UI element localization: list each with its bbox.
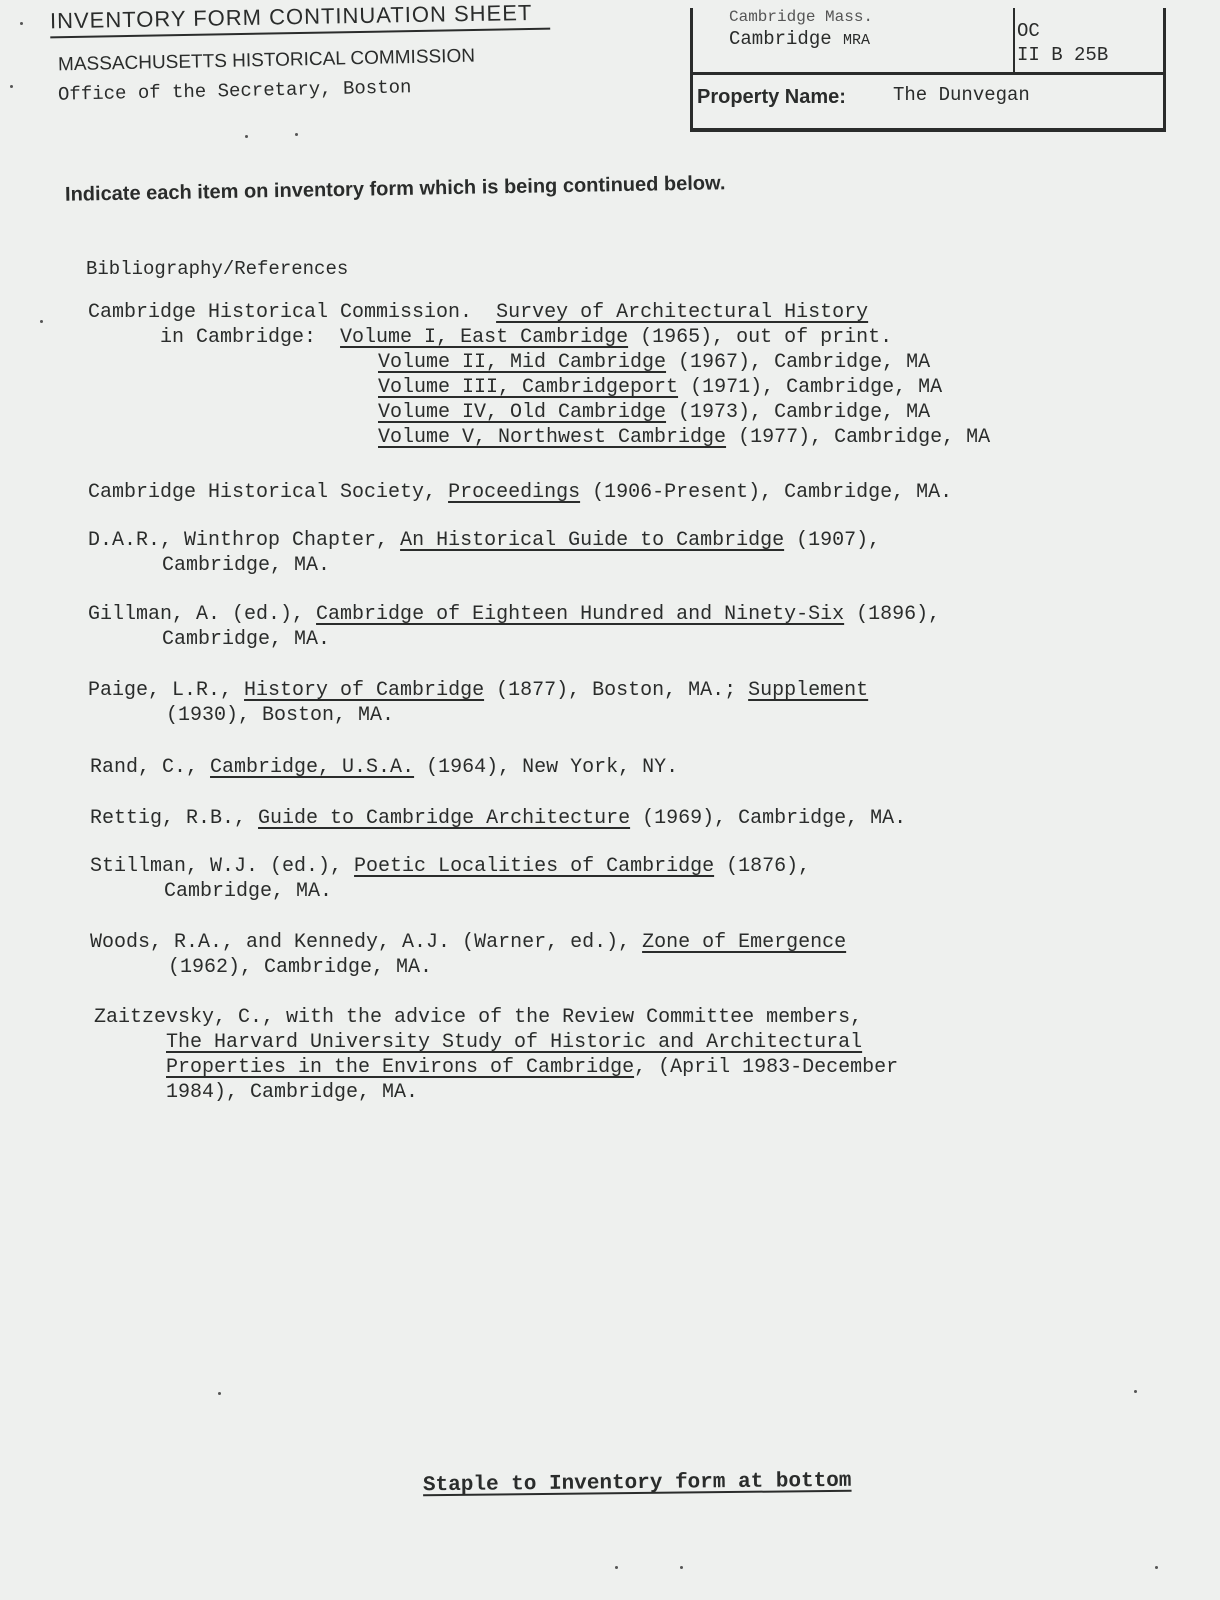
reference-title: Proceedings [448, 481, 581, 504]
town-name [729, 28, 870, 50]
reference-title: Zone of Emergence [642, 931, 847, 954]
scan-speck [20, 22, 23, 25]
scan-speck [218, 1392, 221, 1395]
chc-volume-detail: (1977), Cambridge, MA [726, 426, 991, 449]
scan-speck [40, 320, 43, 323]
box-divider-horizontal [693, 72, 1163, 75]
inventory-code-number: II B 25B [1017, 44, 1109, 66]
reference-detail-cont: (1962), Cambridge, MA. [168, 956, 433, 979]
office-name: Office of the Secretary, Boston [57, 76, 412, 106]
reference-title: Cambridge of Eighteen Hundred and Ninety-Six [316, 603, 845, 626]
reference-chc [88, 300, 990, 450]
reference-detail-cont: 1984), Cambridge, MA. [166, 1081, 419, 1104]
header-box [690, 8, 1166, 132]
chc-volume-detail: (1973), Cambridge, MA [666, 401, 931, 424]
reference-author: D.A.R., Winthrop Chapter, [88, 529, 401, 552]
chc-series-title: Survey of Architectural History [496, 301, 869, 324]
reference-detail-cont: (1930), Boston, MA. [166, 704, 395, 727]
reference-detail: (1906-Present), Cambridge, MA. [580, 481, 953, 504]
reference-detail: (1877), Boston, MA.; [484, 679, 749, 702]
scan-speck [615, 1566, 618, 1569]
commission-name: MASSACHUSETTS HISTORICAL COMMISSION [57, 45, 476, 76]
reference-title: History of Cambridge [244, 679, 485, 702]
chc-volume-detail: (1965), out of print. [628, 326, 893, 349]
reference-rand [90, 755, 678, 780]
box-divider-vertical [1013, 8, 1015, 72]
reference-detail: (1907), [784, 529, 881, 552]
reference-title: Cambridge, U.S.A. [210, 756, 415, 779]
scan-speck [680, 1566, 683, 1569]
reference-zaitzevsky [94, 1005, 898, 1105]
reference-author: Rettig, R.B., [90, 807, 259, 830]
reference-author: Stillman, W.J. (ed.), [90, 855, 355, 878]
instruction-text: Indicate each item on inventory form which is being continued below. [64, 172, 726, 206]
reference-chs [88, 480, 952, 505]
reference-gillman [88, 602, 940, 652]
reference-detail-cont: Cambridge, MA. [162, 554, 331, 577]
reference-author: Paige, L.R., [88, 679, 245, 702]
chc-volume-title: Volume V, Northwest Cambridge [378, 426, 727, 449]
reference-detail: , (April 1983-December [634, 1056, 899, 1079]
reference-dar [88, 528, 880, 578]
chc-volume-title: Volume IV, Old Cambridge [378, 401, 667, 424]
chc-volume-title: Volume I, East Cambridge [340, 326, 629, 349]
scan-speck [10, 85, 13, 88]
chc-author: Cambridge Historical Commission. [88, 301, 473, 324]
reference-rettig [90, 806, 906, 831]
section-heading: Bibliography/References [86, 258, 349, 280]
reference-author: Rand, C., [90, 756, 211, 779]
reference-stillman [90, 854, 810, 904]
property-name-value: The Dunvegan [893, 84, 1030, 106]
reference-title-cont: Properties in the Environs of Cambridge [166, 1056, 635, 1079]
reference-author: Woods, R.A., and Kennedy, A.J. (Warner, ed.), [90, 931, 643, 954]
reference-detail: (1969), Cambridge, MA. [630, 807, 907, 830]
reference-author: Zaitzevsky, C., with the advice of the Review Committee members, [94, 1006, 863, 1029]
chc-volume-detail: (1971), Cambridge, MA [678, 376, 943, 399]
reference-author: Cambridge Historical Society, [88, 481, 449, 504]
scan-speck [295, 133, 298, 136]
inventory-code-area: OC [1017, 20, 1040, 42]
reference-detail: (1896), [844, 603, 941, 626]
reference-detail-cont: Cambridge, MA. [164, 880, 333, 903]
chc-volume-detail: (1967), Cambridge, MA [666, 351, 931, 374]
reference-woods [90, 930, 846, 980]
chc-series-title-cont: in Cambridge: [160, 326, 317, 349]
area-label: MRA [843, 32, 871, 49]
town-handwritten: Cambridge Mass. [729, 8, 874, 26]
scan-speck [1155, 1566, 1158, 1569]
staple-instruction: Staple to Inventory form at bottom [422, 1469, 852, 1498]
chc-volume-title: Volume III, Cambridgeport [378, 376, 679, 399]
reference-title: An Historical Guide to Cambridge [400, 529, 785, 552]
form-title: INVENTORY FORM CONTINUATION SHEET [50, 0, 550, 38]
town-label: Cambridge [729, 28, 832, 50]
reference-detail-cont: Cambridge, MA. [162, 628, 331, 651]
property-name-label: Property Name: [697, 86, 846, 108]
chc-volume-title: Volume II, Mid Cambridge [378, 351, 667, 374]
reference-detail: (1876), [714, 855, 811, 878]
reference-title: Poetic Localities of Cambridge [354, 855, 715, 878]
scan-speck [245, 135, 248, 138]
reference-paige [88, 678, 868, 728]
reference-title: The Harvard University Study of Historic and Architectural [166, 1031, 863, 1054]
reference-detail: (1964), New York, NY. [414, 756, 679, 779]
reference-author: Gillman, A. (ed.), [88, 603, 317, 626]
reference-title-supplement: Supplement [748, 679, 869, 702]
scan-speck [1134, 1390, 1137, 1393]
reference-title: Guide to Cambridge Architecture [258, 807, 631, 830]
